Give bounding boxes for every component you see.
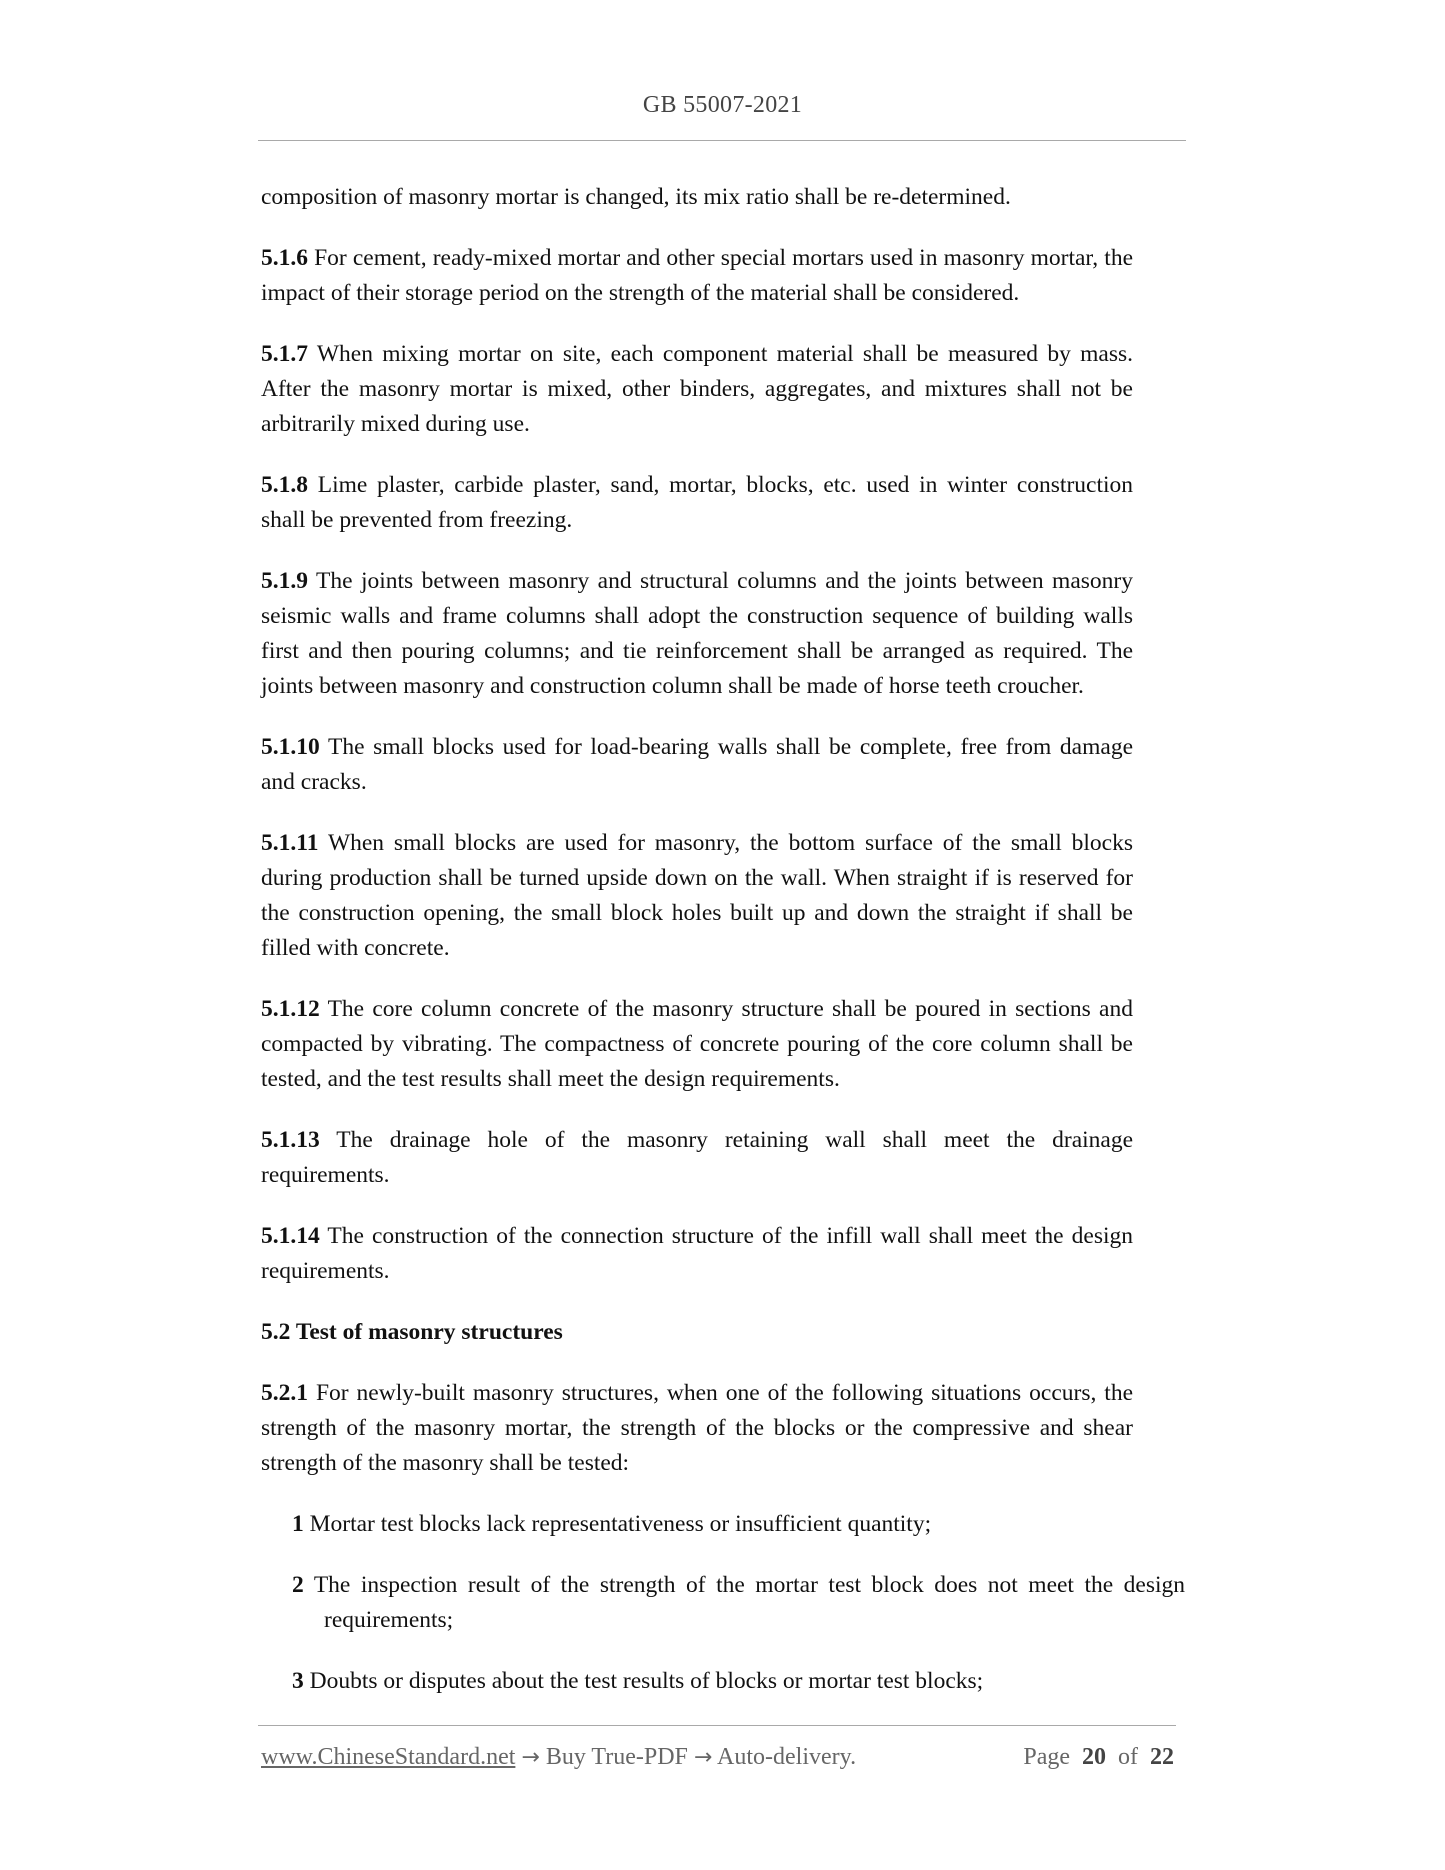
- page-label: Page: [1023, 1744, 1070, 1770]
- list-item: [292, 1568, 1185, 1638]
- clause-5-1-8: [261, 468, 1133, 538]
- clause-5-1-9: [261, 564, 1133, 704]
- clause-5-1-11: [261, 826, 1133, 966]
- footer-divider: [258, 1725, 1176, 1726]
- clause-5-2-1: [261, 1376, 1133, 1481]
- clause-number: 5.1.7: [261, 341, 308, 367]
- website-link[interactable]: www.ChineseStandard.net: [261, 1744, 516, 1770]
- list-item-number: 2: [292, 1572, 304, 1598]
- clause-5-1-13: [261, 1123, 1133, 1193]
- list-item-number: 3: [292, 1668, 304, 1694]
- clause-text: The small blocks used for load-bearing walls shall be complete, free from damage and cracks.: [261, 734, 1134, 795]
- clause-number: 5.2.1: [261, 1380, 308, 1406]
- clause-number: 5.1.8: [261, 472, 308, 498]
- page-footer: [261, 1744, 1176, 1784]
- clause-text: The construction of the connection structure of the infill wall shall meet the design requirements.: [261, 1223, 1134, 1284]
- clause-text: For newly-built masonry structures, when one of the following situations occurs, the strength of the masonry mortar, the strength of the blocks or the compressive and shear strength of the masonry shall be tested:: [261, 1380, 1133, 1476]
- clause-number: 5.1.12: [261, 996, 320, 1022]
- document-header: [0, 92, 1445, 119]
- clause-text: When small blocks are used for masonry, the bottom surface of the small blocks during production shall be turned upside down on the wall. When straight if is reserved for the construction opening, the small block holes built up and down the straight if shall be filled with concrete.: [261, 830, 1133, 961]
- clause-number: 5.1.13: [261, 1127, 320, 1153]
- section-heading: 5.2 Test of masonry structures: [261, 1319, 563, 1345]
- total-pages: 22: [1150, 1744, 1174, 1770]
- page-indicator: [1023, 1744, 1174, 1771]
- clause-5-1-6: [261, 241, 1133, 311]
- clause-5-1-12: [261, 992, 1133, 1097]
- arrow-right-icon: →: [693, 1745, 713, 1770]
- clause-5-1-7: [261, 337, 1133, 442]
- clause-text: Lime plaster, carbide plaster, sand, mortar, blocks, etc. used in winter construction shall be prevented from freezing.: [261, 472, 1134, 533]
- of-label: of: [1118, 1744, 1138, 1770]
- clause-5-1-14: [261, 1219, 1133, 1289]
- standard-code: GB 55007-2021: [642, 92, 803, 118]
- clause-number: 5.1.10: [261, 734, 320, 760]
- list-item-text: Doubts or disputes about the test results of blocks or mortar test blocks;: [309, 1668, 984, 1694]
- buy-pdf-text: Buy True-PDF: [545, 1744, 688, 1770]
- list-item-number: 1: [292, 1511, 304, 1537]
- list-item-text: The inspection result of the strength of the mortar test block does not meet the design requirements;: [313, 1572, 1185, 1633]
- clause-number: 5.1.9: [261, 568, 308, 594]
- footer-promo: [261, 1744, 856, 1771]
- clause-number: 5.1.14: [261, 1223, 320, 1249]
- clause-text: The core column concrete of the masonry structure shall be poured in sections and compacted by vibrating. The compactness of concrete pouring of the core column shall be tested, and the test results shall meet the design requirements.: [261, 996, 1133, 1092]
- auto-delivery-text: Auto-delivery.: [717, 1744, 857, 1770]
- list-item: [292, 1664, 1185, 1699]
- arrow-right-icon: →: [521, 1745, 540, 1770]
- header-divider: [258, 140, 1186, 141]
- paragraph-continuation: composition of masonry mortar is changed, its mix ratio shall be re-determined.: [261, 184, 1011, 210]
- list-item: [292, 1507, 1185, 1542]
- situation-list: [261, 1507, 1185, 1699]
- clause-text: For cement, ready-mixed mortar and other special mortars used in masonry mortar, the impact of their storage period on the strength of the material shall be considered.: [261, 245, 1133, 306]
- clause-number: 5.1.6: [261, 245, 308, 271]
- clause-text: The joints between masonry and structural columns and the joints between masonry seismic walls and frame columns shall adopt the construction sequence of building walls first and then pouring columns; and tie reinforcement shall be arranged as required. The joints between masonry and construction column shall be made of horse teeth croucher.: [261, 568, 1133, 699]
- clause-number: 5.1.11: [261, 830, 319, 856]
- list-item-text: Mortar test blocks lack representativeness or insufficient quantity;: [309, 1511, 932, 1537]
- current-page: 20: [1082, 1744, 1106, 1770]
- clause-5-1-10: [261, 730, 1133, 800]
- clause-text: When mixing mortar on site, each component material shall be measured by mass. After the masonry mortar is mixed, other binders, aggregates, and mixtures shall not be arbitrarily mixed during use.: [261, 341, 1133, 437]
- document-body: [261, 180, 1185, 1725]
- clause-text: The drainage hole of the masonry retaining wall shall meet the drainage requirements.: [261, 1127, 1134, 1188]
